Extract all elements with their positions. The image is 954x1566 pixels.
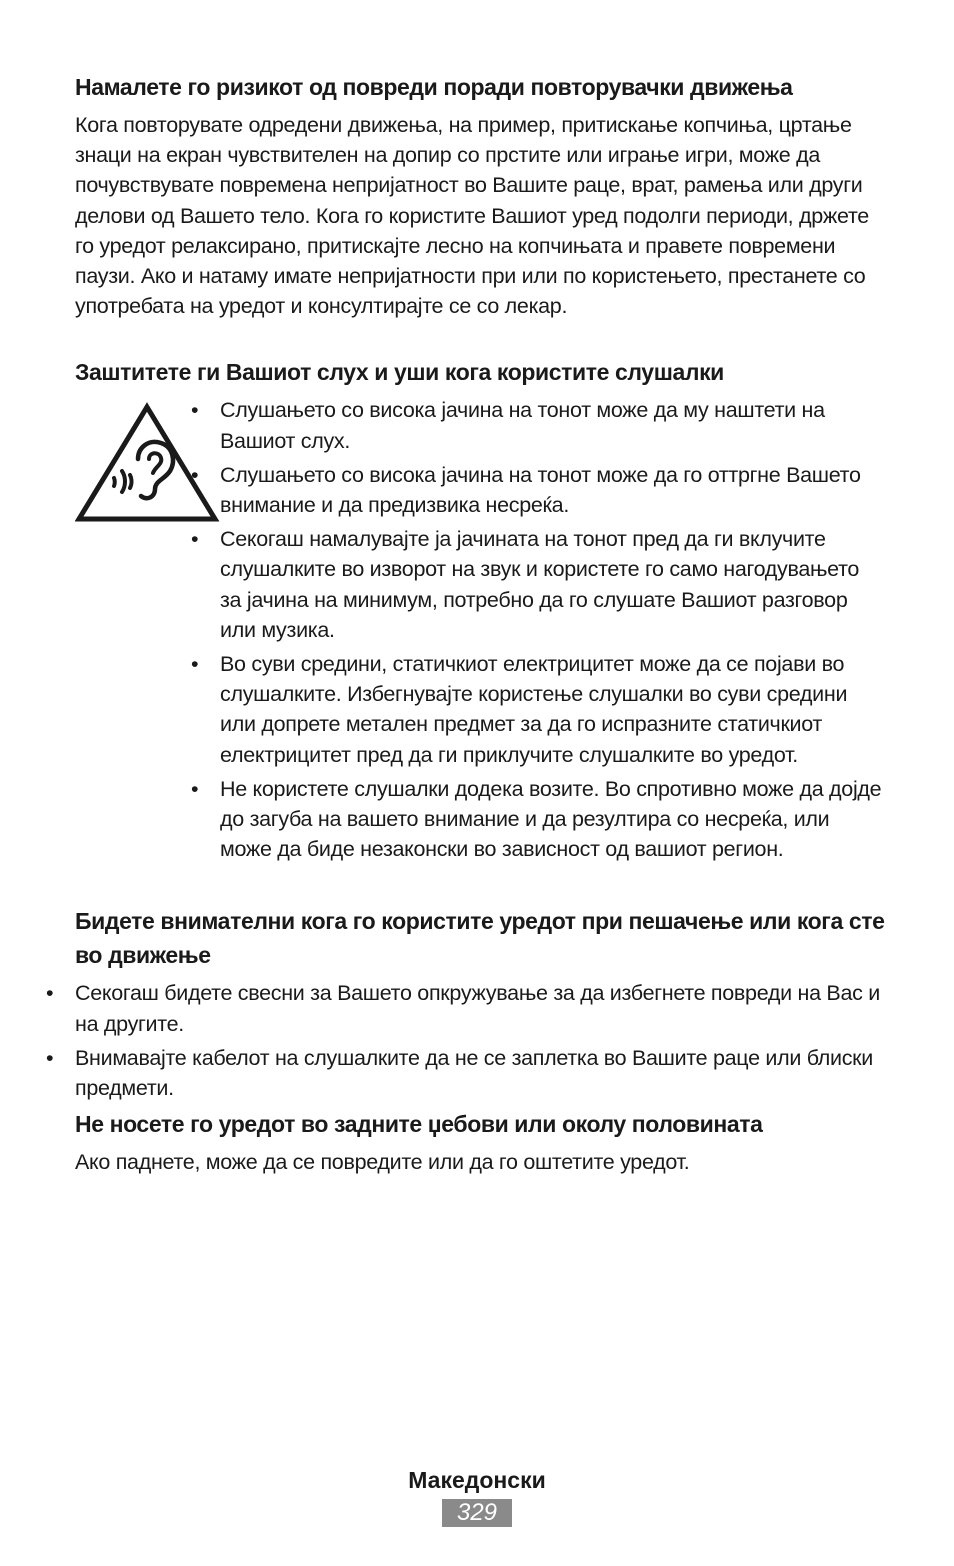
hearing-warning-block xyxy=(75,395,885,868)
section-paragraph-repetitive-motion: Кога повторувате одредени движења, на пример, притискање копчиња, цртање знаци на екран чувствителен на допир со прстите или играње игри, може да почувствувате повремена непријатност во Вашите раце, врат, рамења или други делови од Вашето тело. Кога го користите Вашиот уред подолги периоди, држете го уредот релаксирано, притискајте лесно на копчињата и правете повремени паузи. Ако и натаму имате непријатности при или по користењето, престанете со употребата на уредот и консултирајте се со лекар. xyxy=(75,113,869,319)
document-page xyxy=(46,70,885,1211)
page-number: 329 xyxy=(442,1499,512,1527)
list-item: • Не користете слушалки додека возите. Во спротивно може да дојде до загуба на вашето внимание и да резултира со несреќа, или може да биде незаконски во зависност од вашиот регион. xyxy=(191,776,882,862)
walking-bullet-list xyxy=(46,978,885,1103)
section-title-walking: Бидете внимателни кога го користите уредот при пешачење или кога сте во движење xyxy=(75,908,885,969)
list-item: • Во суви средини, статичкиот електрицитет може да се појави во слушалките. Избегнувајте користење слушалки во суви средини или допрете метален предмет за да го испразните статичкиот електрицитет пред да ги приклучите слушалките во уредот. xyxy=(191,652,848,767)
hearing-warning-icon xyxy=(75,401,220,526)
section-paragraph-pockets: Ако паднете, може да се повредите или да го оштетите уредот. xyxy=(75,1150,690,1175)
page-footer xyxy=(0,1463,954,1527)
section-title-hearing: Заштитете ги Вашиот слух и уши кога користите слушалки xyxy=(75,359,724,386)
footer-language: Македонски xyxy=(408,1467,546,1493)
section-title-pockets: Не носете го уредот во задните џебови или околу половината xyxy=(75,1111,763,1138)
list-item: • Секогаш намалувајте ја јачината на тонот пред да ги вклучите слушалките во изворот на звук и користете го само нагодувањето за јачина на минимум, потребно да го слушате Вашиот разговор или музика. xyxy=(191,527,860,642)
list-item: • Секогаш бидете свесни за Вашето опкружување за да избегнете повреди на Вас и на другите. xyxy=(46,981,880,1036)
list-item: • Слушањето со висока јачина на тонот може да му наштети на Вашиот слух. xyxy=(191,398,825,453)
list-item: • Слушањето со висока јачина на тонот може да го оттргне Вашето внимание и да предизвика несреќа. xyxy=(191,462,861,518)
list-item: • Внимавајте кабелот на слушалките да не се заплетка во Вашите раце или блиски предмети. xyxy=(46,1045,874,1101)
hearing-bullet-list xyxy=(191,395,885,868)
section-title-repetitive-motion: Намалете го ризикот од повреди поради повторувачки движења xyxy=(75,74,793,100)
